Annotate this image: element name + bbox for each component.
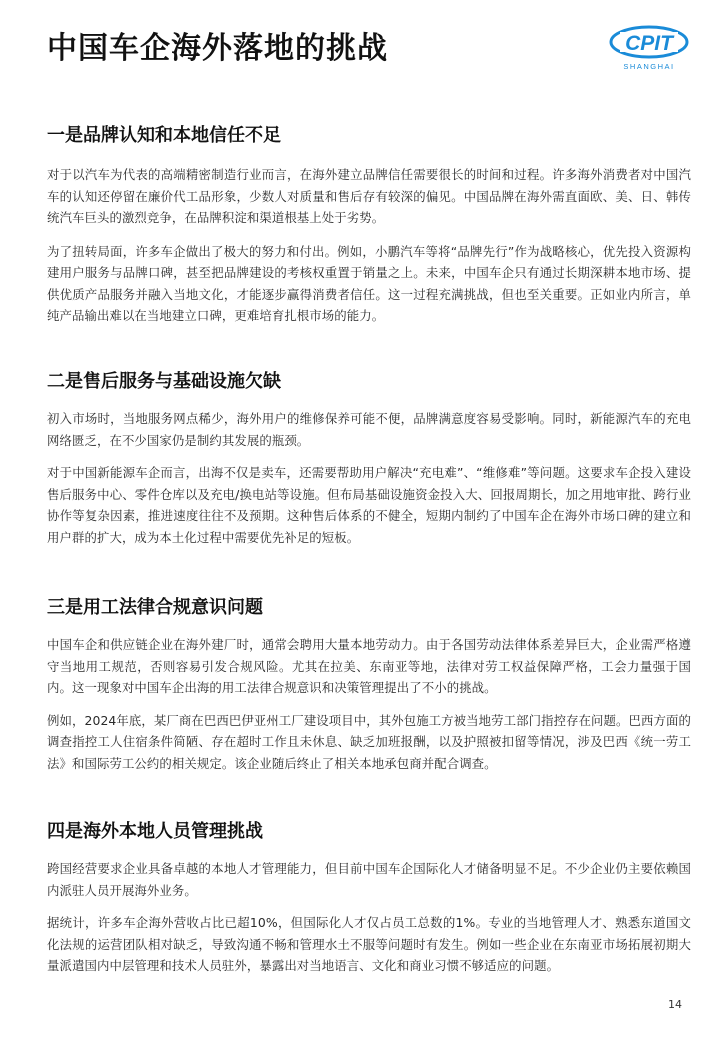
section-local-staff	[47, 818, 691, 977]
section-heading: 一是品牌认知和本地信任不足	[47, 125, 281, 146]
paragraph: 对于中国新能源车企而言，出海不仅是卖车，还需要帮助用户解决“充电难”、“维修难”等问题。这要求车企投入建设售后服务中心、零件仓库以及充电/换电站等设施。但布局基础设施资金投入大、回报周期长，加之用地审批、跨行业协作等复杂因素，推进速度往往不及预期。这种售后体系的不健全，短期内制约了中国车企在海外市场口碑的建立和用户群的扩大，成为本土化过程中需要优先补足的短板。	[47, 465, 691, 545]
paragraph: 跨国经营要求企业具备卓越的本地人才管理能力，但目前中国车企国际化人才储备明显不足。不少企业仍主要依赖国内派驻人员开展海外业务。	[47, 861, 691, 898]
paragraph: 对于以汽车为代表的高端精密制造行业而言，在海外建立品牌信任需要很长的时间和过程。许多海外消费者对中国汽车的认知还停留在廉价代工品形象，少数人对质量和售后存有较深的偏见。中国品牌在海外需直面欧、美、日、韩传统汽车巨头的激烈竞争，在品牌积淀和渠道根基上处于劣势。	[47, 167, 691, 225]
section-heading: 三是用工法律合规意识问题	[47, 597, 263, 618]
logo-name: CPIT	[625, 32, 673, 55]
section-heading: 二是售后服务与基础设施欠缺	[47, 371, 281, 392]
page-number: 14	[668, 998, 682, 1011]
section-brand-trust	[47, 122, 691, 327]
section-after-sales	[47, 368, 691, 548]
paragraph: 中国车企和供应链企业在海外建厂时，通常会聘用大量本地劳动力。由于各国劳动法律体系差异巨大，企业需严格遵守当地用工规范，否则容易引发合规风险。尤其在拉美、东南亚等地，法律对劳工权益保障严格，工会力量强于国内。这一现象对中国车企出海的用工法律合规意识和决策管理提出了不小的挑战。	[47, 637, 691, 695]
logo-sub: SHANGHAI	[623, 62, 675, 71]
paragraph: 例如，2024年底，某厂商在巴西巴伊亚州工厂建设项目中，其外包施工方被当地劳工部门指控存在问题。巴西方面的调查指控工人住宿条件简陋、存在超时工作且未休息、缺乏加班报酬，以及护照被扣留等情况，涉及巴西《统一劳工法》和国际劳工公约的相关规定。该企业随后终止了相关本地承包商并配合调查。	[47, 712, 691, 771]
cpit-shanghai-logo	[606, 22, 692, 74]
page-title: 中国车企海外落地的挑战	[47, 31, 388, 66]
paragraph: 初入市场时，当地服务网点稀少，海外用户的维修保养可能不便，品牌满意度容易受影响。同时，新能源汽车的充电网络匮乏，在不少国家仍是制约其发展的瓶颈。	[47, 411, 691, 448]
section-labor-compliance	[47, 594, 691, 774]
section-heading: 四是海外本地人员管理挑战	[47, 821, 263, 842]
paragraph: 据统计，许多车企海外营收占比已超10%，但国际化人才仅占员工总数的1%。专业的当地管理人才、熟悉东道国文化法规的运营团队相对缺乏，导致沟通不畅和管理水土不服等问题时有发生。例如一些企业在东南亚市场拓展初期大量派遣国内中层管理和技术人员驻外，暴露出对当地语言、文化和商业习惯不够适应的问题。	[47, 915, 691, 973]
paragraph: 为了扭转局面，许多车企做出了极大的努力和付出。例如，小鹏汽车等将“品牌先行”作为战略核心，优先投入资源构建用户服务与品牌口碑，甚至把品牌建设的考核权重置于销量之上。未来，中国车企只有通过长期深耕本地市场、提供优质产品服务并融入当地文化，才能逐步赢得消费者信任。这一过程充满挑战，但也至关重要。正如业内所言，单纯产品输出难以在当地建立口碑，更难培育扎根市场的能力。	[47, 243, 691, 323]
